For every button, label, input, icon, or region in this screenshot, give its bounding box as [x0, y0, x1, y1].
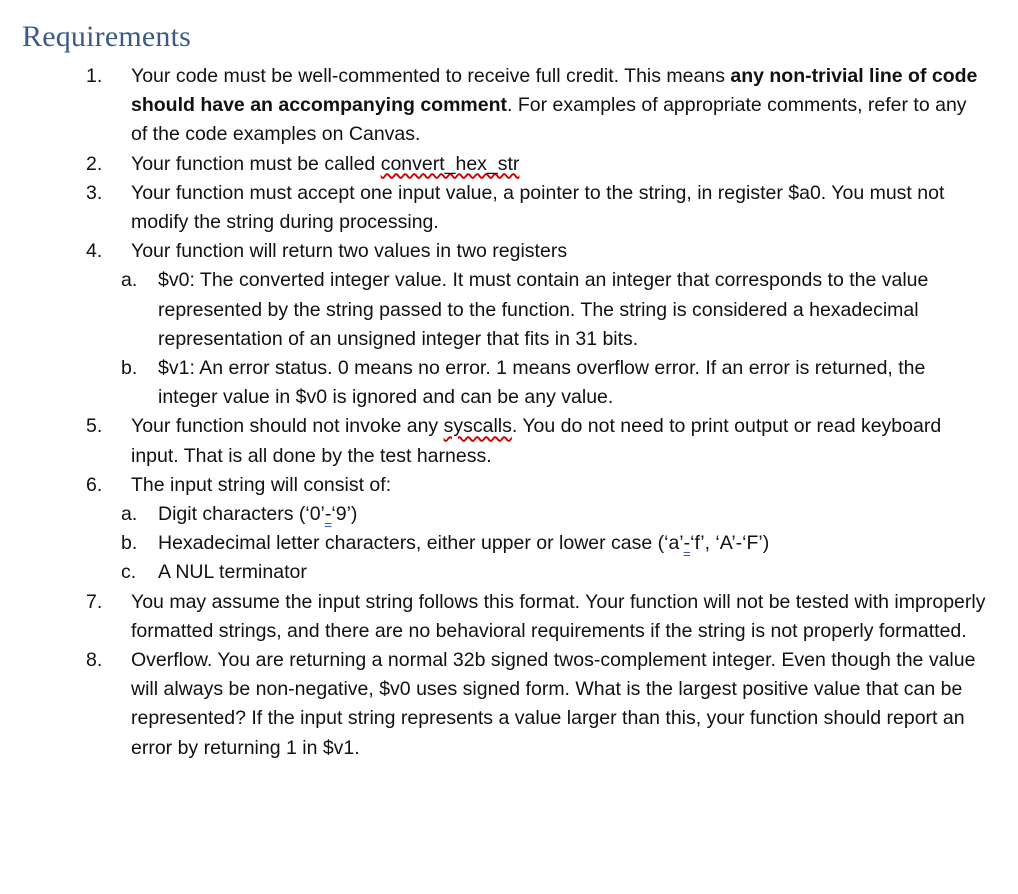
sub-item-4b	[86, 354, 986, 412]
sub-item-text-end: ‘f’, ‘A’-‘F’)	[690, 532, 770, 555]
requirements-list	[86, 62, 986, 763]
item-text-end: . You do not need to print output or read keyboard input. That is all done by the test harness.	[131, 415, 942, 467]
sub-item-6c	[86, 558, 986, 587]
item-text: Your code must be well-commented to receive full credit. This means	[131, 65, 731, 87]
list-item-4	[86, 237, 986, 266]
sub-item-6b	[86, 529, 986, 558]
syscalls-term: syscalls	[443, 415, 512, 438]
item-number: 6.	[86, 473, 103, 496]
sub-item-label: b.	[121, 532, 138, 555]
sub-item-text: Digit characters (‘0’	[158, 503, 325, 526]
item-number: 7.	[86, 590, 103, 613]
list-item-1	[86, 62, 986, 150]
sub-item-text: $v1: An error status. 0 means no error. 1 means overflow error. If an error is returned, the integer value in $v0 is ignored and can be any value.	[158, 357, 926, 409]
item-text: Overflow. You are returning a normal 32b signed twos-complement integer. Even though the value will always be non-negative, $v0 uses signed form. What is the largest positive value that can be represented? If the input string represents a value larger than this, your function should report an error by returning 1 in $v1.	[131, 649, 976, 759]
list-item-3	[86, 179, 986, 237]
item-text: Your function should not invoke any	[131, 415, 444, 438]
range-dash: -	[324, 503, 332, 526]
sub-item-4a	[86, 266, 986, 354]
sub-item-label: a.	[121, 503, 138, 526]
item-text-end: . For examples of appropriate comments, refer to any of the code examples on Canvas.	[131, 94, 967, 146]
item-number: 1.	[86, 65, 103, 87]
sub-item-label: b.	[121, 357, 138, 380]
sub-item-label: c.	[121, 561, 137, 584]
sub-item-text: A NUL terminator	[158, 561, 307, 584]
item-text: Your function must be called	[131, 152, 381, 175]
list-item-2	[86, 150, 986, 179]
item-text: The input string will consist of:	[131, 473, 392, 496]
list-item-8	[86, 646, 986, 763]
sub-item-label: a.	[121, 269, 138, 292]
range-dash: -	[683, 532, 691, 555]
item-number: 3.	[86, 181, 103, 204]
item-number: 5.	[86, 415, 103, 438]
item-number: 2.	[86, 152, 103, 175]
function-name: convert_hex_str	[380, 152, 520, 175]
item-number: 4.	[86, 240, 103, 263]
item-number: 8.	[86, 649, 103, 672]
sub-item-text-end: ‘9’)	[331, 503, 358, 526]
sub-item-6a	[86, 500, 986, 529]
list-item-6	[86, 471, 986, 500]
section-heading: Requirements	[22, 20, 192, 53]
list-item-7	[86, 588, 986, 646]
item-text: You may assume the input string follows this format. Your function will not be tested with improperly formatted strings, and there are no behavioral requirements if the string is not properly formatted.	[131, 590, 986, 642]
sub-item-text: $v0: The converted integer value. It must contain an integer that corresponds to the value represented by the string passed to the function. The string is considered a hexadecimal representation of an unsigned integer that fits in 31 bits.	[158, 269, 929, 350]
item-text: Your function will return two values in two registers	[131, 240, 568, 263]
item-bold-text: any non-trivial line of code should have an accompanying comment	[131, 65, 978, 117]
item-text: Your function must accept one input value, a pointer to the string, in register $a0. You must not modify the string during processing.	[131, 181, 945, 234]
sub-item-text: Hexadecimal letter characters, either upper or lower case (‘a’	[158, 532, 684, 555]
list-item-5	[86, 412, 986, 470]
